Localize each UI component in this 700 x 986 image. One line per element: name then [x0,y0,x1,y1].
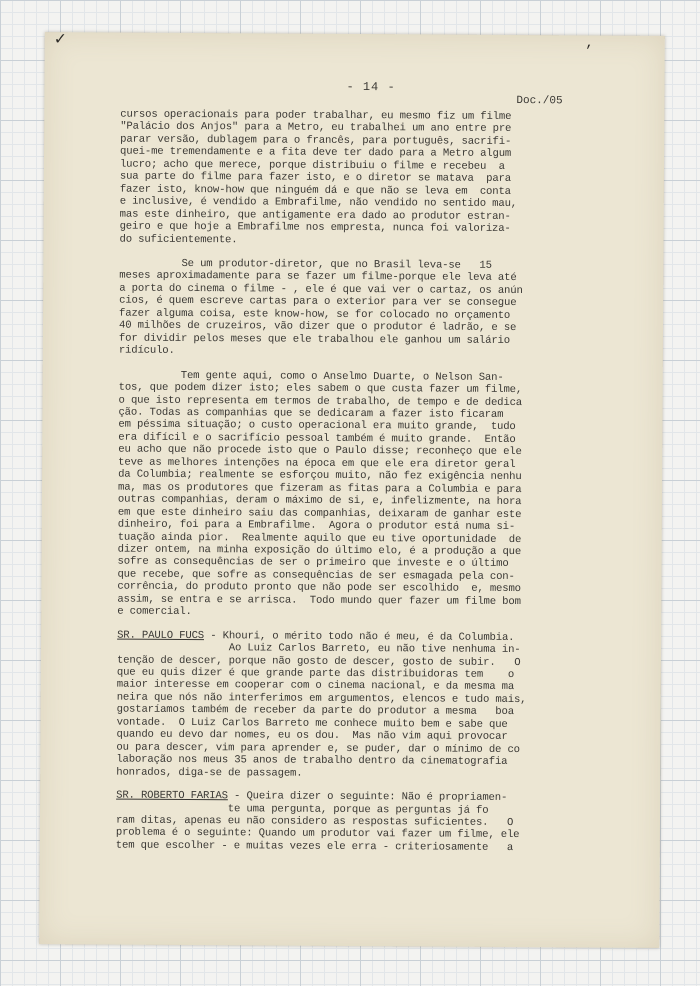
text-line: mas este dinheiro, que antigamente era dado ao produtor estran- [119,208,511,223]
text-line: vontade. O Luiz Carlos Barreto me conhece muito bem e sabe que [116,716,508,731]
text-line: te uma pergunta, porque as perguntas já fo [116,802,489,817]
ink-mark-top-right: ‚ [584,35,594,52]
text-line: cursos operacionais para poder trabalhar, eu mesmo fiz um filme [120,108,512,123]
paragraph-3 [117,369,619,621]
text-line: tos, que podem dizer isto; eles sabem o que custa fazer um filme, [118,381,523,397]
text-line: eu acho que não procede isto que o Paulo disse; reconheço que ele [118,443,522,459]
ink-mark-top-left: ✓ [54,30,66,51]
text-line: o que isto representa em termos de trabalho, de tempo e de dedica [118,394,523,409]
paragraph-roberto-farias [116,790,616,855]
document-body [116,109,621,855]
text-line: tuação ainda pior. Realmente aquilo que eu tive oportunidade de [117,531,522,546]
text-line: outras companhias, deram o máximo de si, e, infelizmente, na hora [117,493,522,509]
document-page [39,32,665,948]
speaker-name: SR. PAULO FUCS [117,629,205,642]
text-line: laboração nos meus 35 anos de trabalho dentro da cinematografia [116,753,508,769]
text-line: ram ditas, apenas eu não considero as respostas suficientes. O [115,814,514,830]
text-line: em que este dinheiro saiu das companhias, deixaram de ganhar este [117,506,522,521]
text-line: e comercial. [117,605,192,619]
text-line: problema é o seguinte: Quando um produtor vai fazer um filme, ele [115,827,520,842]
text-line: da Columbia; realmente se esforçou muito, não fez exigência nenhu [118,468,522,484]
text-line: neira que nós não interferimos em argumentos, elencos e tudo mais, [116,691,527,707]
text-line: ção. Todas as companhias que se dedicaram a fazer isto ficaram [118,406,504,421]
text-line: cios, é quem escreve cartas para o exterior para ver se consegue [119,294,517,310]
text-line: sua parte do filme para fazer isto, e o diretor se matava para [119,170,512,186]
paragraph-paulo-fucs [116,629,617,781]
text-line: fazer isto, know-how que ninguém dá e que não se leva em conta [119,183,511,198]
text-line: maior interesse em cooperar com o cinema nacional, e da mesma ma [116,679,515,694]
text-line: e inclusive, é vendido a Embrafilme, não vendido no sentido mau, [119,195,518,211]
page-number: - 14 - [346,79,396,95]
text-line: Tem gente aqui, como o Anselmo Duarte, o Nelson San- [118,369,504,384]
paragraph-1 [119,109,620,249]
text-line: assim, se entra e se arrisca. Todo mundo quer fazer um filme bom [117,593,521,608]
text-line: gostaríamos também de receber da parte do produtor a mesma boa [116,703,514,719]
document-reference: Doc./05 [516,94,563,108]
text-line: - Khouri, o mérito todo não é meu, é da Columbia. [203,629,515,644]
text-line: - Queira dizer o seguinte: Não é propriamen- [227,790,508,805]
text-line: ou para descer, vim para aprender e, se puder, dar o mínimo de co [116,741,520,756]
text-line: era difícil e o sacrifício pessoal também é muito grande. Então [118,431,516,446]
text-line: que recebe, que sofre as consequências de ser esmagada pela con- [117,568,515,583]
text-line: a porta do cinema o filme - , ele é que vai ver o cartaz, os anún [119,282,523,297]
text-line: fazer alguma coisa, este know-how, se for colocado no orçamento [119,307,511,322]
text-line: dizer ontem, na minha exposição do último elo, é a produção a que [117,543,522,558]
text-line: quando eu devo dar nomes, eu os dou. Mas não vim aqui provocar [116,728,508,744]
text-line: teve as melhores intenções na época em que ele era diretor geral [118,456,516,471]
text-line: ridículo. [118,344,175,358]
text-line: quei-me tremendamente e a fita deve ter dado para a Metro algum [120,145,512,161]
text-line: honrados, diga-se de passagem. [116,766,303,780]
text-line: em péssima situação; o custo operacional era muito grande, tudo [118,418,516,434]
text-line: Se um produtor-diretor, que no Brasil leva-se 15 [119,257,492,272]
text-line: meses aproximadamente para se fazer um filme-porque ele leva até [119,270,517,285]
text-line: sofre as consequências de ser o primeiro que investe e o último [117,555,509,571]
text-line: parar versão, dublagem para o francês, para português, sacrifi- [120,133,512,148]
text-line: lucro; acho que merece, porque distribuiu o filme e recebeu a [119,158,505,173]
text-line: tem que escolher - e muitas vezes ele erra - criteriosamente a [115,839,514,854]
speaker-name: SR. ROBERTO FARIAS [116,789,228,803]
paragraph-2 [119,258,620,361]
text-line: do suficientemente. [119,233,238,246]
text-line: for dividir pelos meses que ele trabalhou ele ganhou um salário [118,332,511,347]
text-line: dinheiro, foi para a Embrafilme. Agora o produtor está numa si- [117,518,516,534]
text-line: ma, mas os produtores que fizeram as fitas para a Columbia e para [117,481,522,496]
text-line: "Palácio dos Anjos" para a Metro, eu trabalhei um ano entre pre [120,121,512,136]
text-line: Ao Luiz Carlos Barreto, eu não tive nenhuma in- [116,641,521,657]
text-line: tenção de descer, porque não gosto de descer, gosto de subir. O [116,654,521,669]
text-line: geiro e que hoje a Embrafilme nos empresta, nunca foi valoriza- [119,220,511,236]
text-line: 40 milhões de cruzeiros, vão dizer que o produtor é ladrão, e se [118,319,517,335]
text-line: que eu quis dizer é que grande parte das distribuidoras tem o [116,666,515,682]
text-line: corrência, do produto pronto que não pode ser escolhido e, mesmo [117,580,521,596]
